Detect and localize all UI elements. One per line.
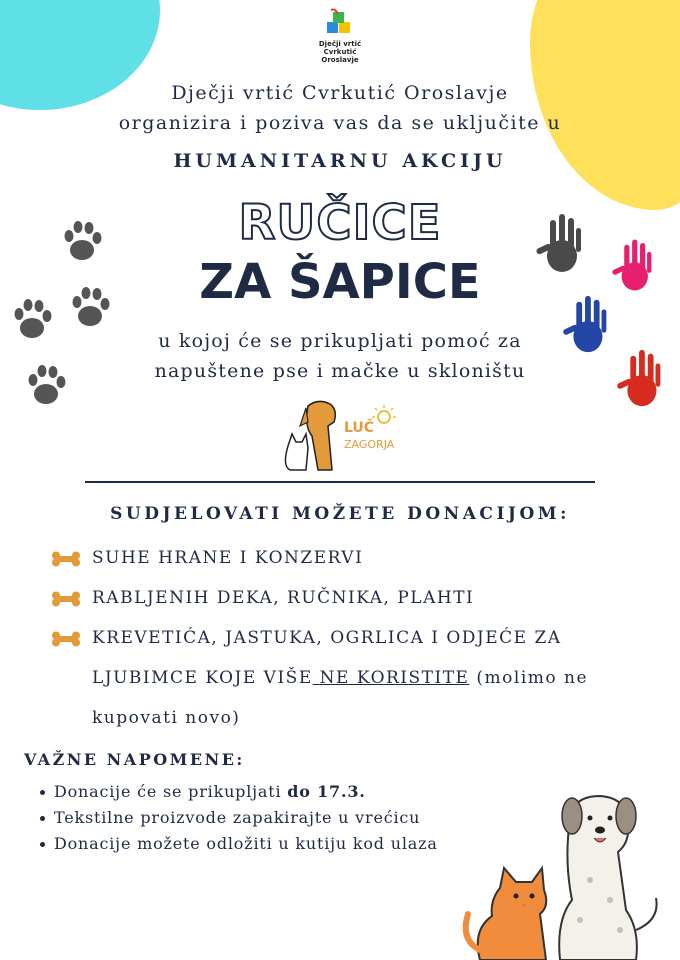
donate-item [50,618,562,658]
handprint-icon [608,346,672,410]
donate-item-text: (molimo ne [469,668,589,688]
note-date: do 17.3. [287,782,366,801]
donate-item-text: RABLJENIH DEKA, RUČNIKA, PLAHTI [92,588,475,608]
dog-cat-icon [278,396,358,476]
campaign-title-1: RUČICE [238,195,442,251]
help-line-2: napuštene pse i mačke u skloništu [154,360,526,382]
help-line-1: u kojoj će se prikupljati pomoć za [158,330,522,352]
bone-icon [50,551,82,567]
kindergarten-name-2: Cvrkutić [323,48,357,56]
note-text: Donacije će se prikupljati [54,782,288,801]
shelter-logo [278,396,408,476]
donate-item-text: SUHE HRANE I KONZERVI [92,548,364,568]
bone-icon [50,591,82,607]
donate-emphasis: NE KORISTITE [312,668,470,688]
bone-icon [50,631,82,647]
paw-icon [60,218,104,266]
shelter-name-2: ZAGORJA [344,438,395,451]
intro-line-1: Dječji vrtić Cvrkutić Oroslavje [171,82,509,104]
paw-icon [24,362,68,410]
cat-dog-illustration [460,790,680,960]
donate-item-cont [92,658,588,698]
notes-title: VAŽNE NAPOMENE: [24,750,245,769]
kindergarten-logo [318,8,362,64]
kindergarten-name-1: Dječji vrtić [318,40,362,48]
kindergarten-name-3: Oroslavje [321,56,359,64]
handprint-icon [532,210,588,276]
divider [85,481,595,483]
intro-line-2: organizira i poziva vas da se uključite u [118,112,562,134]
donate-item [50,578,474,618]
paw-icon [68,284,112,332]
blocks-icon [325,8,355,36]
donate-item [50,538,363,578]
handprint-icon [556,292,616,356]
paw-icon [10,296,54,344]
donate-item-text: LJUBIMCE KOJE VIŠE [92,668,313,688]
donate-title: SUDJELOVATI MOŽETE DONACIJOM: [110,504,570,524]
note-item [40,782,366,801]
donate-item-text: KREVETIĆA, JASTUKA, OGRLICA I ODJEĆE ZA [92,628,562,648]
note-item [40,834,438,853]
note-text: Donacije možete odložiti u kutiju kod ulaza [54,834,438,853]
handprint-icon [608,236,658,294]
campaign-subtitle: HUMANITARNU AKCIJU [173,150,507,172]
shelter-name-1: LUČ [344,420,375,436]
note-item [40,808,420,827]
campaign-title-2: ZA ŠAPICE [199,254,481,310]
donate-item-cont: kupovati novo) [92,708,241,728]
intro-text [0,78,680,138]
note-text: Tekstilne proizvode zapakirajte u vrećicu [54,808,421,827]
